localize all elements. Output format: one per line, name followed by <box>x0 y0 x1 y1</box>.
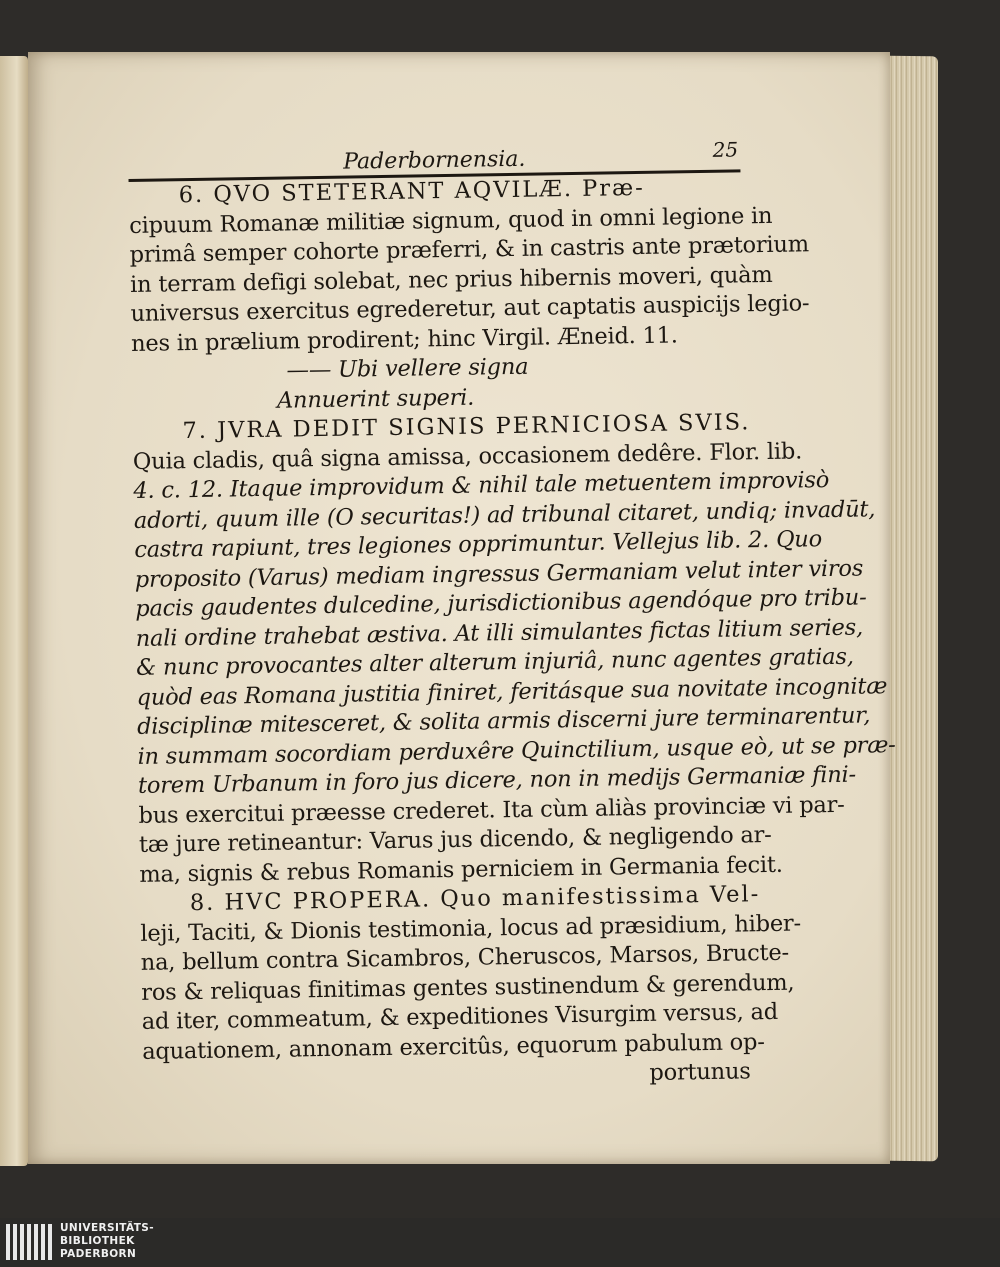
text-line: bus exercitui præesse crederet. Ita cùm aliàs provinciæ vi par- <box>138 791 845 829</box>
library-barcode-logo-icon <box>6 1224 52 1260</box>
text-line: proposito (Varus) mediam ingressus Germaniam velut inter viros <box>134 555 864 593</box>
text-line: aquationem, annonam exercitûs, equorum pabulum op- <box>142 1028 765 1065</box>
page-number: 25 <box>712 137 739 162</box>
text-line: in summam socordiam perduxêre Quinctilium, usque eò, ut se præ- <box>137 731 896 770</box>
quote-line: Annuerint superi. <box>276 384 475 414</box>
text-line: nes in prælium prodirent; hinc Virgil. Æneid. 11. <box>130 321 678 357</box>
text-line: Quia cladis, quâ signa amissa, occasionem dedêre. Flor. lib. <box>132 437 803 475</box>
quote-line: —— Ubi vellere signa <box>286 353 529 384</box>
text-line: quòd eas Romana justitia finiret, feritásque sua novitate incognitæ <box>136 672 888 711</box>
text-line: adorti, quum ille (O securitas!) ad tribunal citaret, undiq; invadūt, <box>133 495 876 534</box>
text-line: ma, signis & rebus Romanis perniciem in Germania fecit. <box>139 851 783 888</box>
text-block <box>128 137 896 1096</box>
text-line: universus exercitus egrederetur, aut captatis auspicijs legio- <box>130 290 810 327</box>
text-line: leji, Taciti, & Dionis testimonia, locus ad præsidium, hiber- <box>140 910 802 947</box>
text-line: in terram defigi solebat, nec prius hibernis moveri, quàm <box>129 261 773 298</box>
running-title: Paderbornensia. <box>343 146 526 175</box>
text-line: pacis gaudentes dulcedine, jurisdictionibus agendóque pro tribu- <box>135 584 867 622</box>
library-name-line: UNIVERSITÄTS- <box>60 1222 155 1234</box>
book-page <box>28 52 896 1164</box>
text-line: tæ jure retineantur: Varus jus dicendo, & negligendo ar- <box>138 821 772 858</box>
text-line: & nunc provocantes alter alterum injuriâ, nunc agentes gratias, <box>135 643 854 681</box>
text-line: ad iter, commeatum, & expeditiones Visurgim versus, ad <box>141 998 779 1035</box>
text-line: 7. JVRA DEDIT SIGNIS PERNICIOSA SVIS. <box>182 409 751 445</box>
text-line: disciplinæ mitesceret, & solita armis discerni jure terminarentur, <box>136 702 871 740</box>
text-line: 6. QVO STETERANT AQVILÆ. Præ- <box>178 174 645 209</box>
library-name-line: PADERBORN <box>60 1248 137 1260</box>
text-line: cipuum Romanæ militiæ signum, quod in omni legione in <box>129 202 773 239</box>
footer-bar <box>0 1218 1000 1267</box>
previous-page-edge <box>0 56 28 1166</box>
text-line: primâ semper cohorte præferri, & in castris ante prætorium <box>129 231 810 268</box>
text-line: ros & reliquas finitimas gentes sustinendum & gerendum, <box>141 969 795 1006</box>
text-line: 4. c. 12. Itaque improvidum & nihil tale metuentem improvisò <box>133 467 830 504</box>
text-line: 8. HVC PROPERA. Quo manifestissima Vel- <box>189 881 761 917</box>
catchword: portunus <box>649 1058 751 1086</box>
library-name <box>60 1222 154 1261</box>
text-line: castra rapiunt, tres legiones opprimuntur. Vellejus lib. 2. Quo <box>134 526 823 563</box>
text-line: torem Urbanum in foro jus dicere, non in medijs Germaniæ fini- <box>137 761 857 799</box>
text-line: na, bellum contra Sicambros, Cheruscos, Marsos, Bructe- <box>140 939 790 976</box>
text-line: nali ordine trahebat æstiva. At illi simulantes fictas litium series, <box>135 614 864 652</box>
library-name-line: BIBLIOTHEK <box>60 1235 135 1247</box>
